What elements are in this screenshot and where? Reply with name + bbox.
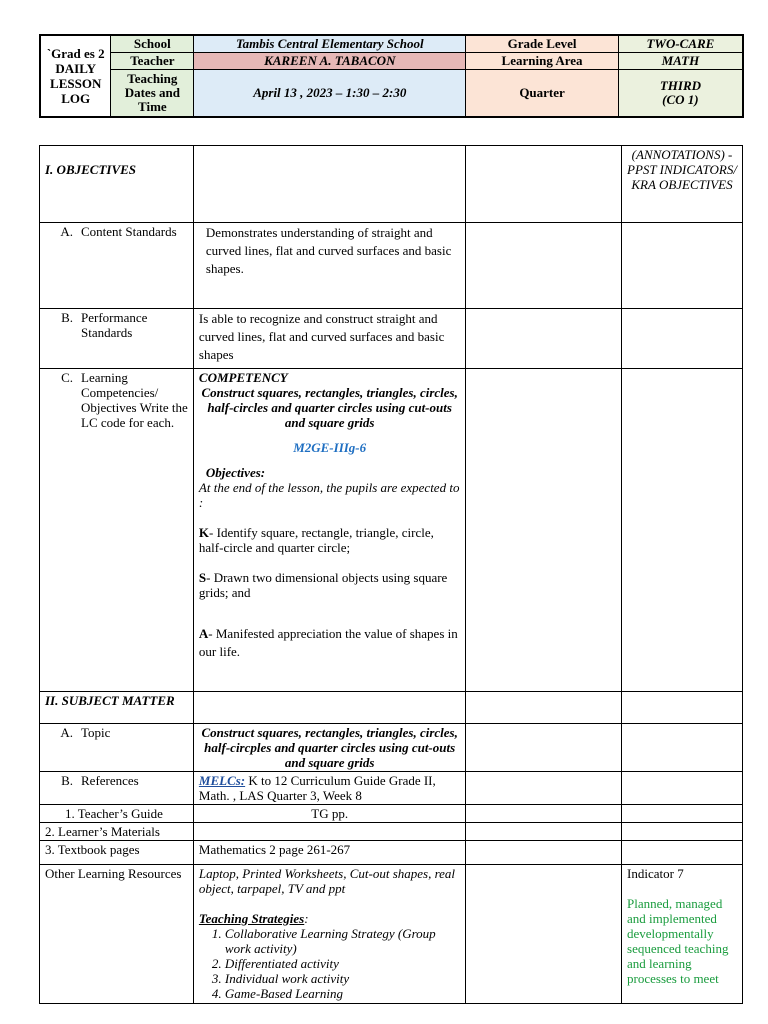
topic-text: Construct squares, rectangles, triangles, circles, half-circples and quarter circles using cut-outs and square grids [193, 724, 466, 772]
empty-cell [466, 692, 622, 724]
objective-attitude: A- Manifested appreciation the value of shapes in our life. [198, 626, 458, 659]
references-label: B. References [40, 772, 194, 805]
teacher-label: Teacher [111, 52, 194, 69]
references-text: MELCs: K to 12 Curriculum Guide Grade II, Math. , LAS Quarter 3, Week 8 [193, 772, 466, 805]
empty-cell [466, 369, 622, 692]
empty-cell [622, 805, 743, 823]
strategy-item: 2. Differentiated activity [225, 956, 461, 971]
objective-skill: S- Drawn two dimensional objects using square grids; and [198, 570, 448, 600]
strategy-item: 1. Collaborative Learning Strategy (Group work activity) [225, 926, 461, 956]
empty-cell [622, 309, 743, 369]
quarter-label: Quarter [466, 69, 619, 117]
empty-cell [466, 865, 622, 1004]
other-resources-cell [193, 865, 466, 1004]
learning-competencies-cell [193, 369, 466, 692]
grade-value: TWO-CARE [618, 35, 743, 52]
objectives-intro: At the end of the lesson, the pupils are expected to : [198, 480, 460, 510]
grade-label: Grade Level [466, 35, 619, 52]
teachers-guide-label: 1. Teacher’s Guide [40, 805, 194, 823]
teaching-strategies-heading: Teaching Strategies: [198, 911, 309, 926]
competency-text: Construct squares, rectangles, triangles, circles, half-circles and quarter circles using cut-outs and square grids [201, 385, 458, 430]
teachers-guide-value: TG pp. [193, 805, 466, 823]
empty-cell [466, 223, 622, 309]
empty-cell [466, 841, 622, 865]
school-label: School [111, 35, 194, 52]
empty-cell [622, 772, 743, 805]
empty-cell [622, 692, 743, 724]
competency-heading: COMPETENCY [198, 370, 288, 385]
content-standards-text: Demonstrates understanding of straight and curved lines, flat and curved surfaces and basic shapes. [193, 223, 466, 309]
indicator-text: Planned, managed and implemented developmentally sequenced teaching and learning processes to meet [627, 896, 729, 986]
topic-label: A. Topic [40, 724, 194, 772]
strategy-item: 4. Game-Based Learning [225, 986, 461, 1001]
teacher-value: KAREEN A. TABACON [194, 52, 466, 69]
dates-value: April 13 , 2023 – 1:30 – 2:30 [194, 69, 466, 117]
textbook-pages-value: Mathematics 2 page 261-267 [193, 841, 466, 865]
performance-standards-text: Is able to recognize and construct straight and curved lines, flat and curved surfaces and basic shapes [193, 309, 466, 369]
teaching-strategies-list [199, 926, 461, 1001]
other-resources-label: Other Learning Resources [40, 865, 194, 1004]
melcs-link[interactable]: MELCs: [198, 773, 246, 788]
objective-knowledge: K- Identify square, rectangle, triangle, circle, half-circle and quarter circle; [198, 525, 434, 555]
empty-cell [193, 692, 466, 724]
learning-competencies-label: C. Learning Competencies/ Objectives Write the LC code for each. [40, 369, 194, 692]
competency-code: M2GE-IIIg-6 [293, 440, 367, 455]
quarter-value: THIRD (CO 1) [618, 69, 743, 117]
empty-cell [466, 309, 622, 369]
objectives-heading: I. OBJECTIVES [40, 146, 194, 223]
empty-cell [622, 724, 743, 772]
empty-cell [193, 823, 466, 841]
subject-matter-heading: II. SUBJECT MATTER [40, 692, 194, 724]
content-standards-label: A. Content Standards [40, 223, 194, 309]
textbook-pages-label: 3. Textbook pages [40, 841, 194, 865]
empty-cell [466, 772, 622, 805]
area-label: Learning Area [466, 52, 619, 69]
indicator-heading: Indicator 7 [627, 866, 684, 881]
lesson-table [39, 145, 743, 1004]
empty-cell [622, 369, 743, 692]
objectives-subheading: Objectives: [205, 465, 266, 480]
dll-title: `Grad es 2 DAILY LESSON LOG [40, 35, 111, 117]
other-resources-text: Laptop, Printed Worksheets, Cut-out shapes, real object, tarpapel, TV and ppt [198, 866, 456, 896]
area-value: MATH [618, 52, 743, 69]
empty-cell [466, 146, 622, 223]
strategy-item: 3. Individual work activity [225, 971, 461, 986]
empty-cell [466, 823, 622, 841]
dates-label: Teaching Dates and Time [111, 69, 194, 117]
empty-cell [466, 805, 622, 823]
annotations-heading: (ANNOTATIONS) -PPST INDICATORS/ KRA OBJECTIVES [622, 146, 743, 223]
indicator-cell [622, 865, 743, 1004]
header-table [39, 34, 744, 118]
performance-standards-label: B. Performance Standards [40, 309, 194, 369]
empty-cell [622, 823, 743, 841]
empty-cell [622, 841, 743, 865]
school-value: Tambis Central Elementary School [194, 35, 466, 52]
learners-materials-label: 2. Learner’s Materials [40, 823, 194, 841]
empty-cell [466, 724, 622, 772]
empty-cell [622, 223, 743, 309]
empty-cell [193, 146, 466, 223]
